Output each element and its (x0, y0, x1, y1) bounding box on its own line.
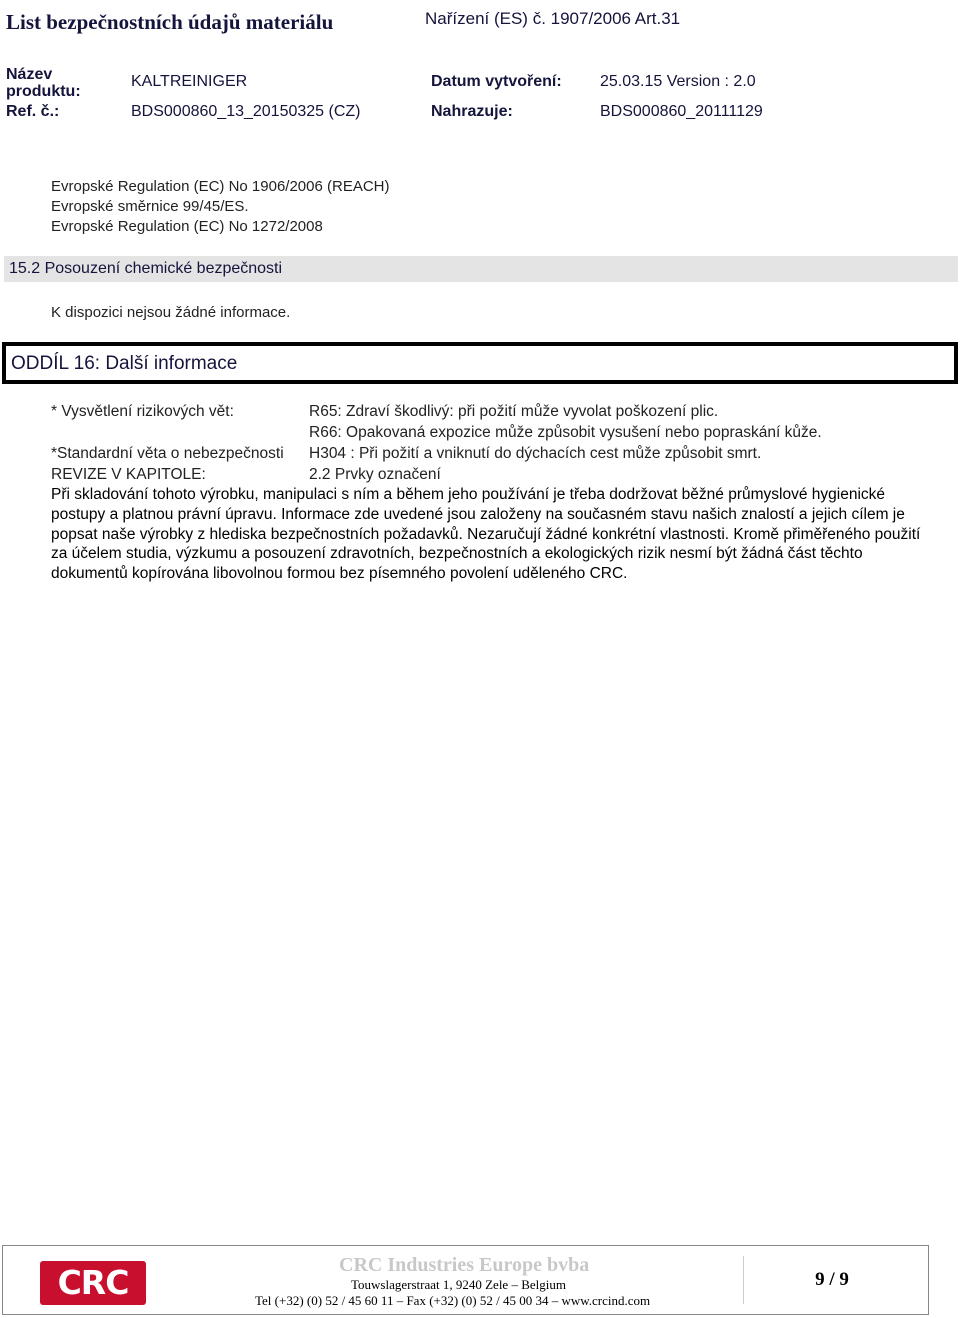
risk-phrase-r65: R65: Zdraví škodlivý: při požití může vyvolat poškození plic. (309, 403, 719, 420)
regulation-item: Evropské Regulation (EC) No 1272/2008 (51, 218, 323, 235)
replaces-label: Nahrazuje: (431, 103, 513, 120)
section-15-2-text: K dispozici nejsou žádné informace. (51, 304, 291, 321)
regulation-item: Evropské směrnice 99/45/ES. (51, 198, 249, 215)
risk-phrase-r66: R66: Opakovaná expozice může způsobit vysušení nebo popraskání kůže. (309, 424, 822, 441)
risk-phrases-label: * Vysvětlení rizikových vět: (51, 403, 234, 420)
company-name: CRC Industries Europe bvba (339, 1254, 590, 1276)
section-16-header (2, 342, 958, 384)
section-15-2-title: 15.2 Posouzení chemické bezpečnosti (9, 260, 283, 277)
regulation-reference: Nařízení (ES) č. 1907/2006 Art.31 (425, 9, 681, 28)
company-address: Touwslagerstraat 1, 9240 Zele – Belgium (351, 1277, 566, 1292)
revision-value: 2.2 Prvky označení (309, 466, 441, 483)
product-name: KALTREINIGER (131, 73, 248, 90)
document-title: List bezpečnostních údajů materiálu (6, 10, 334, 34)
ref-value: BDS000860_13_20150325 (CZ) (131, 103, 361, 120)
section-15-2-header (4, 256, 958, 282)
company-contact: Tel (+32) (0) 52 / 45 60 11 – Fax (+32) (0) 52 / 45 00 34 – www.crcind.com (255, 1293, 651, 1308)
crc-logo (40, 1261, 146, 1305)
revision-label: REVIZE V KAPITOLE: (51, 466, 206, 483)
replaces-value: BDS000860_20111129 (600, 103, 763, 120)
regulation-item: Evropské Regulation (EC) No 1906/2006 (REACH) (51, 178, 390, 195)
hazard-statement-h304: H304 : Při požití a vniknutí do dýchacích cest může způsobit smrt. (309, 445, 762, 462)
page-number-box (743, 1256, 920, 1304)
product-label-line2: produktu: (6, 83, 81, 100)
hazard-statement-label: *Standardní věta o nebezpečnosti (51, 445, 284, 462)
footer (2, 1245, 929, 1315)
page-number: 9 / 9 (815, 1269, 849, 1290)
created-label: Datum vytvoření: (431, 73, 562, 90)
crc-logo-text: CRC (57, 1263, 129, 1302)
disclaimer-paragraph: Při skladování tohoto výrobku, manipulaci s ním a během jeho používání je třeba dodržovat běžné průmyslové hygienické postupy a platnou právní úpravu. Informace zde uvedené jsou založeny na současném stavu našich znalostí a jejich cílem je popsat naše výrobky z hlediska bezpečnostních požadavků. Nezaručují žádné konkrétní vlastnosti. Kromě přiměřeného použití za účelem studia, výzkumu a posouzení zdravotních, bezpečnostních a ekologických rizik nesmí být žádná část těchto dokumentů kopírována libovolnou formou bez písemného povolení uděleného CRC. (51, 486, 921, 583)
created-value: 25.03.15 Version : 2.0 (600, 73, 756, 90)
ref-label: Ref. č.: (6, 103, 60, 120)
product-label-line1: Název (6, 66, 53, 83)
section-16-title: ODDÍL 16: Další informace (11, 353, 238, 374)
